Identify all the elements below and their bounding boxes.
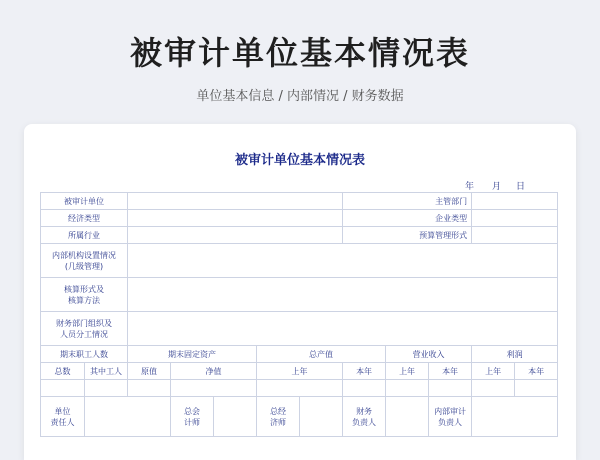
stats-value-revenue-prev[interactable] — [386, 380, 429, 397]
enterprise-type-value[interactable] — [472, 210, 558, 227]
sig-chief-economist-value[interactable] — [300, 397, 343, 437]
finance-dept-label-line2: 人员分工情况 — [60, 329, 108, 339]
budget-form-value[interactable] — [472, 227, 558, 244]
sig-chief-accountant-value[interactable] — [214, 397, 257, 437]
internal-structure-label-line2: (几级管理) — [64, 261, 104, 271]
table-row — [41, 210, 558, 227]
accounting-method-value[interactable] — [128, 278, 558, 312]
sig-label-line1: 总会 — [184, 406, 200, 416]
signature-row — [41, 397, 558, 437]
stats-value-profit-this[interactable] — [515, 380, 558, 397]
stats-header-profit: 利润 — [472, 346, 558, 363]
page-title: 被审计单位基本情况表 — [129, 34, 470, 72]
sig-audit-head-label — [429, 397, 472, 437]
economic-type-value[interactable] — [128, 210, 343, 227]
sub-header-profit-this-year: 本年 — [515, 363, 558, 380]
sig-unit-head-label — [41, 397, 85, 437]
sig-label-line2: 济师 — [270, 417, 286, 427]
sub-header-net-value: 净值 — [171, 363, 257, 380]
form-title: 被审计单位基本情况表 — [234, 153, 365, 168]
stats-header-revenue: 营业收入 — [386, 346, 472, 363]
industry-label: 所属行业 — [41, 227, 128, 244]
date-month-label: 月 — [492, 182, 502, 192]
sig-chief-economist-label — [257, 397, 300, 437]
sig-label-line2: 负责人 — [352, 417, 377, 427]
finance-dept-label-line1: 财务部门组织及 — [56, 318, 112, 328]
sub-header-original-value: 原值 — [128, 363, 171, 380]
economic-type-label: 经济类型 — [41, 210, 128, 227]
supervisor-dept-label: 主管部门 — [343, 193, 472, 210]
table-row — [41, 278, 558, 312]
sub-header-total: 总数 — [41, 363, 85, 380]
industry-value[interactable] — [128, 227, 343, 244]
stats-value-workers[interactable] — [85, 380, 128, 397]
sub-header-output-this-year: 本年 — [343, 363, 386, 380]
accounting-method-label — [41, 278, 128, 312]
stats-value-profit-prev[interactable] — [472, 380, 515, 397]
sig-label-line2: 计师 — [184, 417, 200, 427]
stats-value-total[interactable] — [41, 380, 85, 397]
table-row — [41, 363, 558, 380]
sub-header-profit-prev-year: 上年 — [472, 363, 515, 380]
sig-unit-head-value[interactable] — [85, 397, 171, 437]
stats-header-fixed-assets: 期末固定资产 — [128, 346, 257, 363]
unit-name-value[interactable] — [128, 193, 343, 210]
sig-label-line1: 财务 — [356, 406, 373, 416]
stats-header-output: 总产值 — [257, 346, 386, 363]
stats-value-net[interactable] — [171, 380, 257, 397]
audit-info-table — [40, 192, 558, 437]
sig-audit-head-value[interactable] — [472, 397, 558, 437]
budget-form-label: 预算管理形式 — [343, 227, 472, 244]
table-row — [41, 346, 558, 363]
sig-label-line1: 内部审计 — [434, 406, 467, 416]
internal-structure-label-line1: 内部机构设置情况 — [52, 250, 116, 260]
sig-finance-head-value[interactable] — [386, 397, 429, 437]
stats-value-revenue-this[interactable] — [429, 380, 472, 397]
table-row — [41, 380, 558, 397]
enterprise-type-label: 企业类型 — [343, 210, 472, 227]
sig-finance-head-label — [343, 397, 386, 437]
sig-chief-accountant-label — [171, 397, 214, 437]
sub-header-revenue-prev-year: 上年 — [386, 363, 429, 380]
sig-label-line1: 总经 — [270, 406, 286, 416]
page-subtitle: 单位基本信息 / 内部情况 / 财务数据 — [196, 89, 404, 104]
table-row — [41, 312, 558, 346]
sig-label-line2: 负责人 — [438, 417, 463, 427]
sig-label-line2: 责任人 — [50, 417, 75, 427]
stats-header-employees: 期末职工人数 — [41, 346, 128, 363]
date-year-label: 年 — [465, 182, 475, 192]
unit-name-label: 被审计单位 — [41, 193, 128, 210]
table-row — [41, 244, 558, 278]
accounting-method-label-line1: 核算形式及 — [64, 284, 104, 294]
stats-value-output-prev[interactable] — [257, 380, 343, 397]
accounting-method-label-line2: 核算方法 — [68, 295, 100, 305]
supervisor-dept-value[interactable] — [472, 193, 558, 210]
internal-structure-value[interactable] — [128, 244, 558, 278]
table-row — [41, 227, 558, 244]
date-day-label: 日 — [516, 182, 526, 192]
sig-label-line1: 单位 — [54, 406, 71, 416]
sub-header-revenue-this-year: 本年 — [429, 363, 472, 380]
finance-dept-label — [41, 312, 128, 346]
finance-dept-value[interactable] — [128, 312, 558, 346]
internal-structure-label — [41, 244, 128, 278]
sub-header-workers: 其中工人 — [85, 363, 128, 380]
stats-value-original[interactable] — [128, 380, 171, 397]
sub-header-output-prev-year: 上年 — [257, 363, 343, 380]
form-card — [24, 124, 576, 460]
table-row — [41, 193, 558, 210]
stats-value-output-this[interactable] — [343, 380, 386, 397]
